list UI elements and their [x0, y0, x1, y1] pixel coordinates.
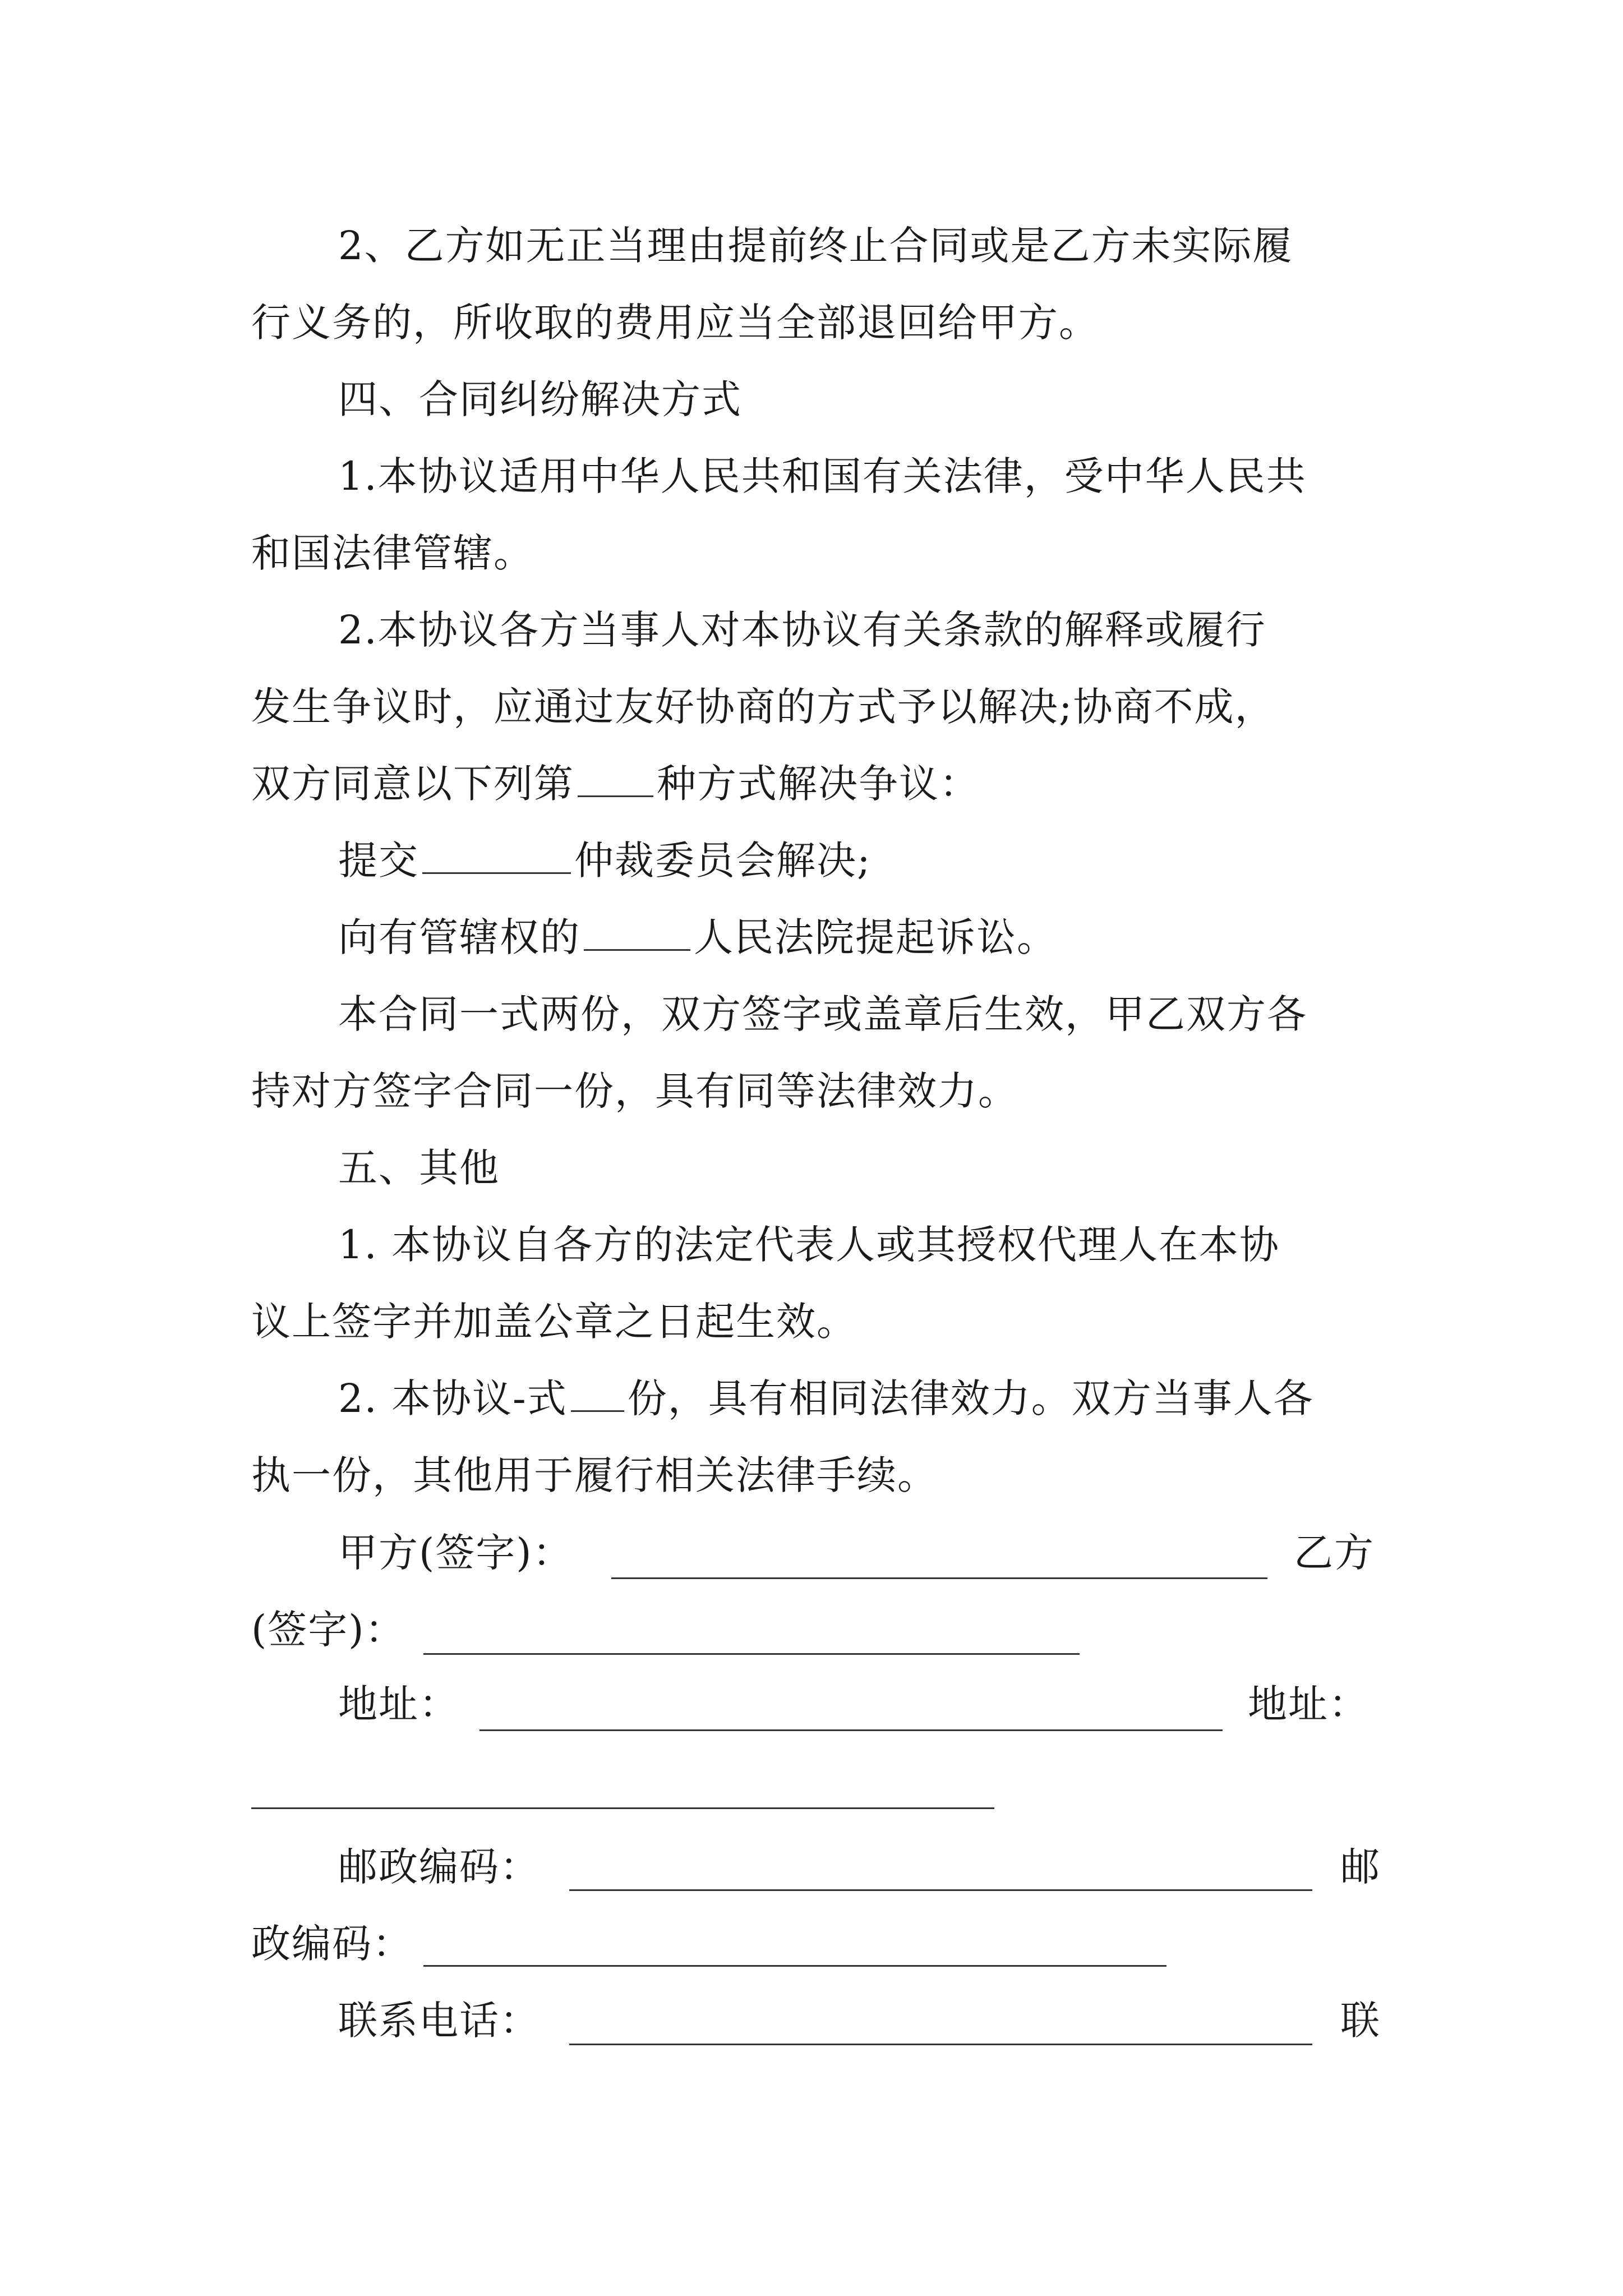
- clause-refund: [251, 208, 1373, 361]
- party-a-signature-label: 甲方(签字)：: [338, 1530, 573, 1576]
- party-a-postcode-label: 邮政编码：: [338, 1844, 540, 1890]
- section-4-title: [251, 361, 1373, 438]
- section-5-title: [251, 1130, 1373, 1207]
- party-a-phone-field[interactable]: [569, 2044, 1312, 2045]
- option-arbitration-post: 仲裁委员会解决;: [574, 838, 872, 884]
- option-arbitration-pre: 提交: [338, 838, 419, 884]
- party-a-address-label: 地址：: [338, 1681, 459, 1727]
- clause-governing-law: [251, 438, 1373, 592]
- clause-copies-line2: 持对方签字合同一份，具有同等法律效力。: [251, 1068, 1018, 1114]
- method-number-blank[interactable]: [578, 762, 653, 797]
- copies-count-blank[interactable]: [571, 1377, 624, 1412]
- clause-dispute-resolution: [251, 592, 1373, 822]
- clause-refund-line2: 行义务的，所收取的费用应当全部退回给甲方。: [251, 300, 1099, 346]
- party-b-signature-label-start: 乙方: [1294, 1530, 1375, 1576]
- party-b-postcode-field[interactable]: [423, 1965, 1166, 1967]
- party-b-signature-label-end: (签字)：: [251, 1607, 405, 1653]
- clause-dispute-line3-post: 种方式解决争议：: [657, 761, 980, 807]
- clause-effective-line1: 1. 本协议自各方的法定代表人或其授权代理人在本协: [338, 1222, 1280, 1268]
- clause-refund-line1: 2、乙方如无正当理由提前终止合同或是乙方未实际履: [338, 223, 1293, 269]
- arbitration-committee-blank[interactable]: [422, 839, 571, 874]
- clause-copies: [251, 976, 1373, 1130]
- clause-counterparts-line2: 执一份，其他用于履行相关法律手续。: [251, 1452, 938, 1498]
- option-court-line: [251, 899, 1373, 976]
- party-b-postcode-label-start: 邮: [1340, 1844, 1381, 1890]
- section-5-title-text: 五、其他: [338, 1145, 500, 1191]
- clause-dispute-line3: [251, 746, 1373, 822]
- clause-governing-law-line1: 1.本协议适用中华人民共和国有关法律，受中华人民共: [338, 453, 1307, 499]
- party-a-address-field[interactable]: [479, 1729, 1223, 1731]
- party-b-phone-label-start: 联: [1340, 1998, 1381, 2044]
- section-4-title-text: 四、合同纠纷解决方式: [338, 376, 742, 422]
- party-a-signature-field[interactable]: [611, 1577, 1267, 1579]
- court-name-blank[interactable]: [584, 915, 690, 951]
- option-arbitration-line: [251, 822, 1373, 899]
- option-court: [251, 899, 1373, 976]
- clause-governing-law-line2: 和国法律管辖。: [251, 530, 534, 576]
- party-b-signature-field[interactable]: [423, 1653, 1080, 1655]
- clause-counterparts: [251, 1360, 1373, 1514]
- clause-counterparts-pre: 2. 本协议-式: [338, 1375, 568, 1421]
- clause-effective-line2: 议上签字并加盖公章之日起生效。: [251, 1299, 857, 1345]
- party-b-address-label: 地址：: [1248, 1681, 1369, 1727]
- party-a-postcode-field[interactable]: [569, 1889, 1312, 1891]
- clause-counterparts-line1: [251, 1360, 1373, 1437]
- clause-counterparts-post: 份，具有相同法律效力。双方当事人各: [627, 1375, 1314, 1421]
- clause-dispute-line1: 2.本协议各方当事人对本协议有关条款的解释或履行: [338, 607, 1266, 653]
- clause-copies-line1: 本合同一式两份，双方签字或盖章后生效，甲乙双方各: [338, 991, 1307, 1037]
- option-court-pre: 向有管辖权的: [338, 914, 580, 960]
- option-arbitration: [251, 822, 1373, 899]
- party-a-phone-label: 联系电话：: [338, 1998, 540, 2044]
- clause-dispute-line3-pre: 双方同意以下列第: [251, 761, 574, 807]
- party-b-postcode-label-end: 政编码：: [251, 1921, 413, 1967]
- clause-dispute-line2: 发生争议时，应通过友好协商的方式予以解决;协商不成，: [251, 684, 1275, 730]
- option-court-post: 人民法院提起诉讼。: [694, 914, 1057, 960]
- party-b-address-field[interactable]: [251, 1807, 994, 1809]
- clause-effective: [251, 1207, 1373, 1360]
